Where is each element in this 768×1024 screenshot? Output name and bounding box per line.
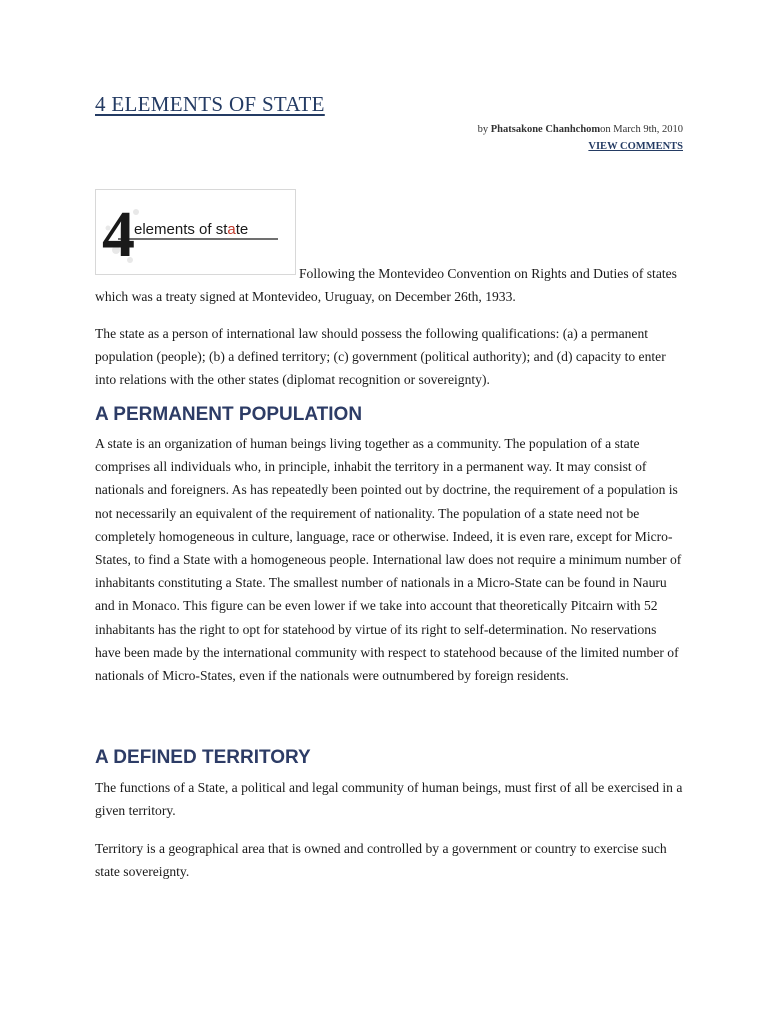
logo-numeral: 4 [102, 198, 135, 271]
qualifications-paragraph: The state as a person of international law should possess the following qualifications: (a) a permanent population (people); (b) a defined territory; (c) government (political authority); and (d) capacity to enter into relations with the other states (diplomat recognition or sovereignty). [95, 326, 666, 388]
author-link[interactable]: Phatsakone Chanhchom [490, 124, 601, 135]
article-meta [478, 121, 683, 155]
intro-text: Following the Montevideo Convention on Rights and Duties of states which was a treaty signed at Montevideo, Uruguay, on December 26th, 1933. [95, 266, 677, 305]
logo-wordmark: elements of state [134, 221, 249, 238]
territory-paragraph-2: Territory is a geographical area that is owned and controlled by a government or country to exercise such state sovereignty. [95, 841, 667, 880]
post-date: March 9th, 2010 [613, 124, 683, 135]
view-comments-link[interactable]: VIEW COMMENTS [588, 141, 683, 152]
heading-permanent-population: A PERMANENT POPULATION [95, 404, 363, 425]
date-prefix: on [600, 124, 611, 135]
territory-paragraph-1: The functions of a State, a political and legal community of human beings, must first of all be exercised in a given territory. [95, 780, 683, 819]
article-title: 4 ELEMENTS OF STATE [95, 92, 325, 116]
heading-defined-territory: A DEFINED TERRITORY [95, 747, 311, 768]
byline-prefix: by [477, 124, 489, 135]
intro-paragraph [95, 262, 685, 308]
population-paragraph: A state is an organization of human beings living together as a community. The population of a state comprises all individuals who, in principle, inhabit the territory in a permanent way. It may consist of nationals and foreigners. As has repeatedly been pointed out by doctrine, the requirement of a population is not necessarily an equivalent of the requirement of nationality. The population of a state need not be completely homogeneous in culture, language, race or otherwise. Indeed, it is even rare, except for Micro-States, to find a State with a homogeneous people. International law does not require a minimum number of inhabitants constituting a State. The smallest number of nationals in a Micro-State can be found in Nauru and in Monaco. This figure can be even lower if we take into account that theoretically Pitcairn with 52 inhabitants has the right to opt for statehood by virtue of its right to self-determination. No reservations have been made by the international community with respect to statehood because of the limited number of nationals of Micro-States, even if the nationals were outnumbered by foreign residents. [95, 436, 682, 684]
byline [478, 121, 683, 138]
